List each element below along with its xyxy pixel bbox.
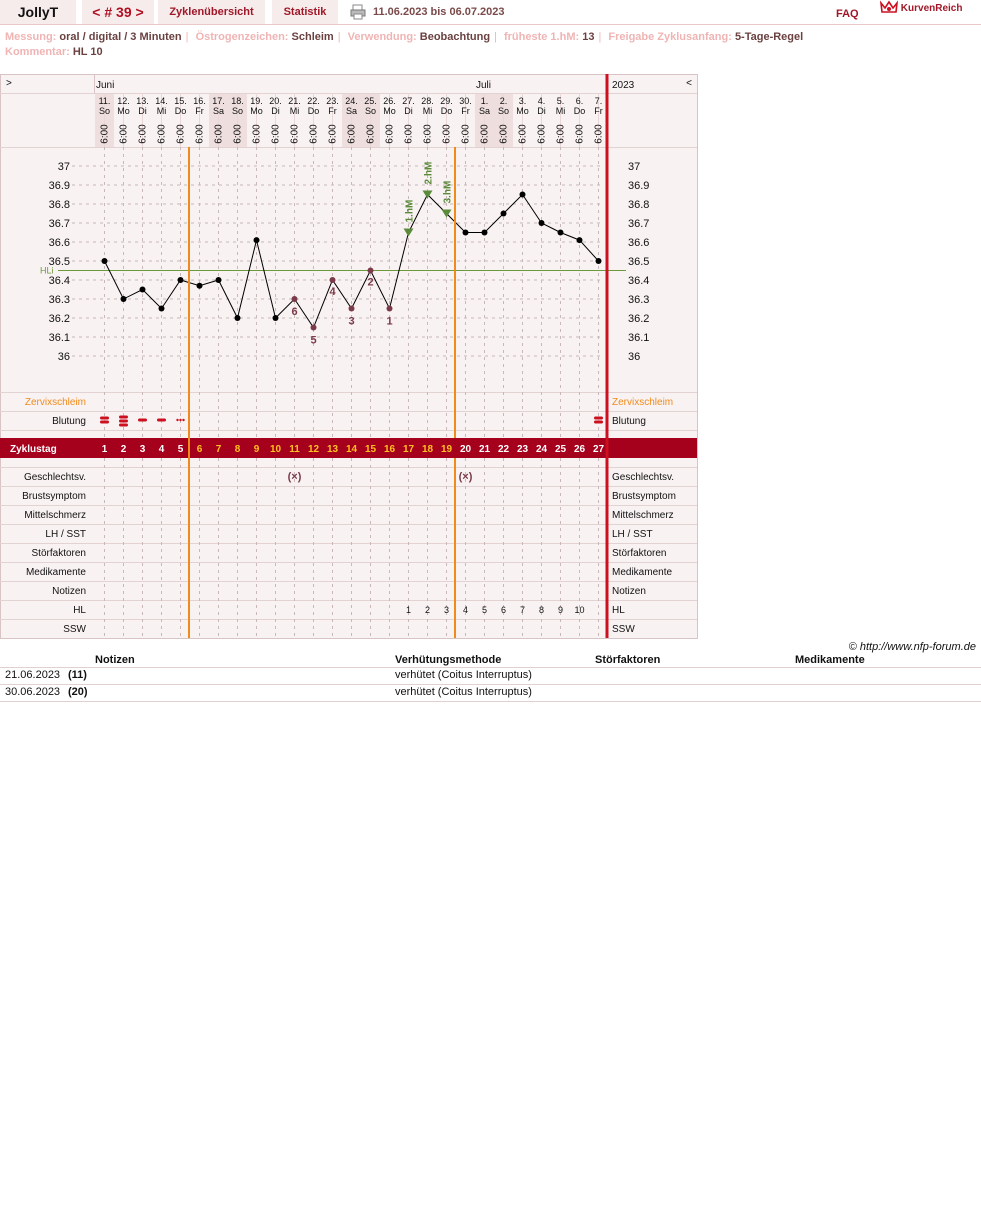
weekday-label: Do (573, 106, 586, 116)
row-label-left: Medikamente (25, 567, 86, 578)
bleeding-mark (119, 424, 128, 427)
row-label-left: Geschlechtsv. (23, 472, 86, 483)
bleeding-mark (119, 416, 128, 419)
date-label: 11. (98, 96, 111, 106)
weekday-label: Mo (383, 106, 396, 116)
weekday-label: Di (404, 106, 413, 116)
higher-measurement-label: 1.hM (404, 199, 416, 223)
higher-measurement-label: 2.hM (423, 161, 435, 185)
row-label-left: Störfaktoren (31, 548, 86, 559)
date-label: 26. (383, 96, 396, 106)
row-label-right: Zervixschleim (612, 397, 674, 408)
y-tick-label-right: 36.5 (628, 256, 650, 268)
hl-value: 4 (462, 605, 469, 615)
column-header: Medikamente (795, 654, 865, 666)
measure-time: 6:00 (289, 124, 301, 144)
date-label: 2. (499, 96, 508, 106)
hl-value: 9 (557, 605, 564, 615)
note-date: 30.06.2023 (5, 686, 61, 698)
cycle-day-number: 3 (139, 444, 146, 455)
year-label: 2023 (612, 80, 635, 91)
date-label: 5. (556, 96, 565, 106)
measure-time: 6:00 (308, 124, 320, 144)
weekday-label: So (98, 106, 111, 116)
y-tick-label-left: 36.4 (48, 275, 70, 287)
measure-time: 6:00 (232, 124, 244, 144)
cycle-day-number: 24 (535, 444, 548, 455)
weekday-label: Fr (461, 106, 470, 116)
temperature-point (121, 296, 127, 302)
temperature-point (520, 192, 526, 198)
spotting-dot (176, 419, 178, 421)
cycle-day-number: 1 (101, 444, 108, 455)
date-range: 11.06.2023 bis 06.07.2023 (373, 6, 505, 18)
row-label-left: Mittelschmerz (24, 510, 86, 521)
measure-time: 6:00 (365, 124, 377, 144)
row-label-left: Zervixschleim (24, 397, 86, 408)
measure-time: 6:00 (403, 124, 415, 144)
measure-time: 6:00 (555, 124, 567, 144)
cycle-day-number: 12 (307, 444, 320, 455)
nav-arrow-left: > (6, 78, 12, 89)
cycle-day-number: 21 (478, 444, 491, 455)
cycle-chart (0, 74, 700, 641)
meta-value: Beobachtung (419, 31, 491, 43)
row-label-left: SSW (63, 624, 86, 635)
column-header: Störfaktoren (595, 654, 661, 666)
temperature-point (558, 230, 564, 236)
weekday-label: So (497, 106, 510, 116)
weekday-label: Di (537, 106, 546, 116)
temperature-point-lower (311, 325, 317, 331)
date-label: 12. (117, 96, 130, 106)
brand-link[interactable] (880, 0, 962, 21)
row-label-right: Mittelschmerz (612, 510, 674, 521)
temperature-point (273, 315, 279, 321)
temperature-point-lower (349, 306, 355, 312)
cycle-day-number: 14 (345, 444, 358, 455)
month-label: Juli (476, 80, 492, 91)
measure-time: 6:00 (574, 124, 586, 144)
date-label: 20. (269, 96, 282, 106)
tab-statistics[interactable]: Statistik (272, 0, 338, 24)
row-label-right: Brustsymptom (612, 491, 676, 502)
temperature-point (577, 237, 583, 243)
brand-name: KurvenReich (900, 3, 963, 14)
temperature-point (482, 230, 488, 236)
date-label: 23. (326, 96, 339, 106)
coverline-label: HLi (40, 265, 54, 276)
cycle-day-number: 8 (234, 444, 241, 455)
temperature-point (596, 258, 602, 264)
weekday-label: So (231, 106, 244, 116)
intercourse-mark: (×) (287, 471, 302, 483)
hl-value: 8 (538, 605, 545, 615)
measure-time: 6:00 (327, 124, 339, 144)
cycle-day-number: 15 (364, 444, 377, 455)
weekday-label: Mi (156, 106, 167, 116)
table-row (0, 685, 981, 702)
row-label-right: Geschlechtsv. (612, 472, 675, 483)
meta-label: Freigabe Zyklusanfang: (608, 31, 732, 43)
hl-value: 1 (405, 605, 412, 615)
weekday-label: Di (271, 106, 280, 116)
spotting-dot (182, 419, 184, 421)
row-label-right: Medikamente (612, 567, 673, 578)
y-tick-label-right: 36.2 (628, 313, 650, 325)
weekday-label: Mo (516, 106, 529, 116)
date-label: 6. (575, 96, 584, 106)
date-label: 28. (421, 96, 434, 106)
weekday-label: Sa (345, 106, 358, 116)
measure-time: 6:00 (517, 124, 529, 144)
row-label-right: LH / SST (612, 529, 653, 540)
date-label: 7. (594, 96, 603, 106)
cycle-day-number: 10 (269, 444, 282, 455)
measure-time: 6:00 (593, 124, 605, 144)
measure-time: 6:00 (441, 124, 453, 144)
weekday-label: Do (174, 106, 187, 116)
cycle-day-number: 9 (253, 444, 260, 455)
date-label: 13. (136, 96, 149, 106)
lower-measurement-number: 5 (310, 334, 317, 347)
bleeding-mark (157, 419, 166, 422)
note-cycle-day: (20) (68, 686, 88, 698)
row-label-left: Brustsymptom (22, 491, 86, 502)
y-tick-label-left: 36.8 (48, 199, 70, 211)
cycle-day-number: 18 (421, 444, 434, 455)
y-tick-label-right: 36.7 (628, 218, 650, 230)
measure-time: 6:00 (384, 124, 396, 144)
date-label: 21. (288, 96, 301, 106)
temperature-point (197, 283, 203, 289)
meta-value: oral / digital / 3 Minuten (59, 31, 182, 43)
date-label: 3. (518, 96, 527, 106)
weekday-label: Di (138, 106, 147, 116)
weekday-label: Mi (422, 106, 433, 116)
cycle-day-number: 7 (215, 444, 222, 455)
top-bar (0, 0, 981, 25)
measure-time: 6:00 (194, 124, 206, 144)
temperature-point-lower (368, 268, 374, 274)
tab-cycle-overview[interactable]: Zyklenübersicht (158, 0, 265, 24)
measure-time: 6:00 (175, 124, 187, 144)
cycle-day-number: 5 (177, 444, 184, 455)
bleeding-mark (594, 421, 603, 424)
row-label-left: Zyklustag (10, 444, 57, 455)
measure-time: 6:00 (156, 124, 168, 144)
cycle-day-number: 19 (440, 444, 453, 455)
y-tick-label-left: 36.5 (48, 256, 70, 268)
temperature-point (102, 258, 108, 264)
row-label-right: SSW (612, 624, 635, 635)
y-tick-label-left: 36.3 (48, 294, 70, 306)
crown-heart-icon (880, 0, 898, 16)
temperature-point (216, 277, 222, 283)
temperature-point-lower (292, 296, 298, 302)
cycle-day-number: 22 (497, 444, 510, 455)
measure-time: 6:00 (251, 124, 263, 144)
date-label: 25. (364, 96, 377, 106)
temperature-point (501, 211, 507, 217)
weekday-label: Mi (289, 106, 300, 116)
date-label: 17. (212, 96, 225, 106)
bleeding-mark (100, 417, 109, 420)
lower-measurement-number: 2 (367, 276, 374, 289)
spotting-dot (179, 419, 181, 421)
measure-time: 6:00 (422, 124, 434, 144)
cycle-day-number: 2 (120, 444, 127, 455)
date-label: 29. (440, 96, 453, 106)
date-label: 30. (459, 96, 472, 106)
measure-time: 6:00 (498, 124, 510, 144)
y-tick-label-left: 36.7 (48, 218, 70, 230)
measure-time: 6:00 (118, 124, 130, 144)
weekday-label: Mo (117, 106, 130, 116)
y-tick-label-right: 36.8 (628, 199, 650, 211)
row-label-right: Störfaktoren (612, 548, 667, 559)
weekday-label: Do (307, 106, 320, 116)
y-tick-label-right: 36.3 (628, 294, 650, 306)
meta-value: 13 (582, 31, 595, 43)
temperature-point (463, 230, 469, 236)
weekday-label: So (364, 106, 377, 116)
hl-value: 2 (424, 605, 431, 615)
column-header: Verhütungsmethode (395, 654, 502, 666)
cycle-day-number: 11 (289, 444, 300, 455)
copyright: © http://www.nfp-forum.de (848, 641, 976, 653)
temperature-point (178, 277, 184, 283)
hl-value: 6 (500, 605, 507, 615)
hl-value: 5 (481, 605, 488, 615)
username[interactable]: JollyT (0, 0, 76, 24)
measure-time: 6:00 (213, 124, 225, 144)
date-label: 18. (231, 96, 244, 106)
cycle-day-number: 20 (459, 444, 472, 455)
note-method: verhütet (Coitus Interruptus) (395, 669, 532, 681)
measure-time: 6:00 (346, 124, 358, 144)
lower-measurement-number: 1 (386, 315, 393, 328)
note-cycle-day: (11) (68, 669, 87, 681)
weekday-label: Do (440, 106, 453, 116)
y-tick-label-right: 36.1 (628, 332, 650, 344)
measure-time: 6:00 (479, 124, 491, 144)
table-row (0, 668, 981, 685)
y-tick-label-right: 36.9 (628, 180, 650, 192)
y-tick-label-left: 37 (57, 161, 70, 173)
meta-label: Verwendung: (347, 31, 417, 43)
temperature-point (254, 237, 260, 243)
row-label-left: HL (73, 605, 86, 616)
meta-value: 5-Tage-Regel (734, 31, 804, 43)
y-tick-label-left: 36.2 (48, 313, 70, 325)
measure-time: 6:00 (137, 124, 149, 144)
temperature-point-lower (387, 306, 393, 312)
weekday-label: Sa (478, 106, 491, 116)
y-tick-label-right: 36.4 (628, 275, 650, 287)
cycle-day-number: 23 (516, 444, 529, 455)
lower-measurement-number: 4 (329, 286, 336, 298)
y-tick-label-right: 36 (628, 351, 641, 363)
measure-time: 6:00 (99, 124, 111, 144)
hl-value: 10 (574, 605, 585, 615)
column-header: Notizen (95, 654, 135, 666)
meta-value: HL 10 (72, 46, 103, 58)
measure-time: 6:00 (536, 124, 548, 144)
cycle-day-number: 16 (383, 444, 396, 455)
hl-value: 3 (443, 605, 450, 615)
temperature-point (159, 306, 165, 312)
cycle-meta: Messung: oral / digital / 3 Minuten | Östrogenzeichen: Schleim | Verwendung: Beobachtung | früheste 1.hM: 13 | Freigabe Zyklusanfang: 5-Tage-Regel Kommentar: HL 10 (5, 31, 804, 58)
bleeding-mark (138, 419, 147, 422)
weekday-label: Mo (250, 106, 263, 116)
cycle-day-number: 25 (554, 444, 567, 455)
date-label: 14. (155, 96, 168, 106)
row-label-right: Blutung (612, 416, 646, 427)
cycle-navigator[interactable]: < # 39 > (82, 0, 154, 24)
temperature-point-lower (330, 277, 336, 283)
measure-time: 6:00 (270, 124, 282, 144)
row-label-right: Notizen (612, 586, 646, 597)
nav-arrow-right: < (686, 78, 692, 89)
hl-value: 7 (519, 605, 526, 615)
note-method: verhütet (Coitus Interruptus) (395, 686, 532, 698)
month-label: Juni (96, 80, 115, 91)
higher-measurement-label: 3.hM (442, 180, 454, 204)
date-label: 27. (402, 96, 415, 106)
notes-table (0, 653, 981, 702)
y-tick-label-left: 36.1 (48, 332, 70, 344)
temperature-point (235, 315, 241, 321)
meta-label: Messung: (5, 31, 57, 43)
date-label: 19. (250, 96, 263, 106)
date-label: 24. (345, 96, 358, 106)
weekday-label: Mi (555, 106, 566, 116)
y-tick-label-right: 37 (628, 161, 641, 173)
row-label-left: LH / SST (45, 529, 86, 540)
bleeding-mark (119, 420, 128, 423)
temperature-point (140, 287, 146, 293)
measure-time: 6:00 (460, 124, 472, 144)
date-label: 22. (307, 96, 320, 106)
bleeding-mark (594, 417, 603, 420)
meta-label: Östrogenzeichen: (195, 31, 289, 43)
cycle-day-number: 6 (196, 444, 203, 455)
y-tick-label-left: 36.6 (48, 237, 70, 249)
row-label-left: Notizen (52, 586, 86, 597)
lower-measurement-number: 6 (291, 306, 298, 318)
intercourse-mark: (×) (458, 471, 473, 483)
meta-value: Schleim (291, 31, 334, 43)
weekday-label: Fr (195, 106, 204, 116)
weekday-label: Fr (594, 106, 603, 116)
cycle-day-number: 26 (573, 444, 586, 455)
bleeding-mark (100, 421, 109, 424)
y-tick-label-right: 36.6 (628, 237, 650, 249)
faq-link[interactable]: FAQ (836, 8, 859, 20)
meta-label: Kommentar: (5, 46, 70, 58)
printer-icon[interactable] (350, 0, 366, 24)
note-date: 21.06.2023 (5, 669, 61, 681)
weekday-label: Fr (328, 106, 337, 116)
weekday-label: Sa (212, 106, 225, 116)
cycle-day-number: 27 (592, 444, 605, 455)
y-tick-label-left: 36 (57, 351, 70, 363)
cycle-day-number: 13 (326, 444, 339, 455)
date-label: 4. (537, 96, 546, 106)
y-tick-label-left: 36.9 (48, 180, 70, 192)
cycle-day-number: 4 (158, 444, 165, 455)
row-label-right: HL (612, 605, 625, 616)
temperature-point (539, 220, 545, 226)
date-label: 16. (193, 96, 206, 106)
notes-header-row (0, 653, 981, 668)
date-label: 1. (480, 96, 489, 106)
cycle-day-number: 17 (402, 444, 415, 455)
date-label: 15. (174, 96, 187, 106)
lower-measurement-number: 3 (348, 315, 355, 328)
meta-label: früheste 1.hM: (503, 31, 580, 43)
row-label-left: Blutung (52, 416, 86, 427)
